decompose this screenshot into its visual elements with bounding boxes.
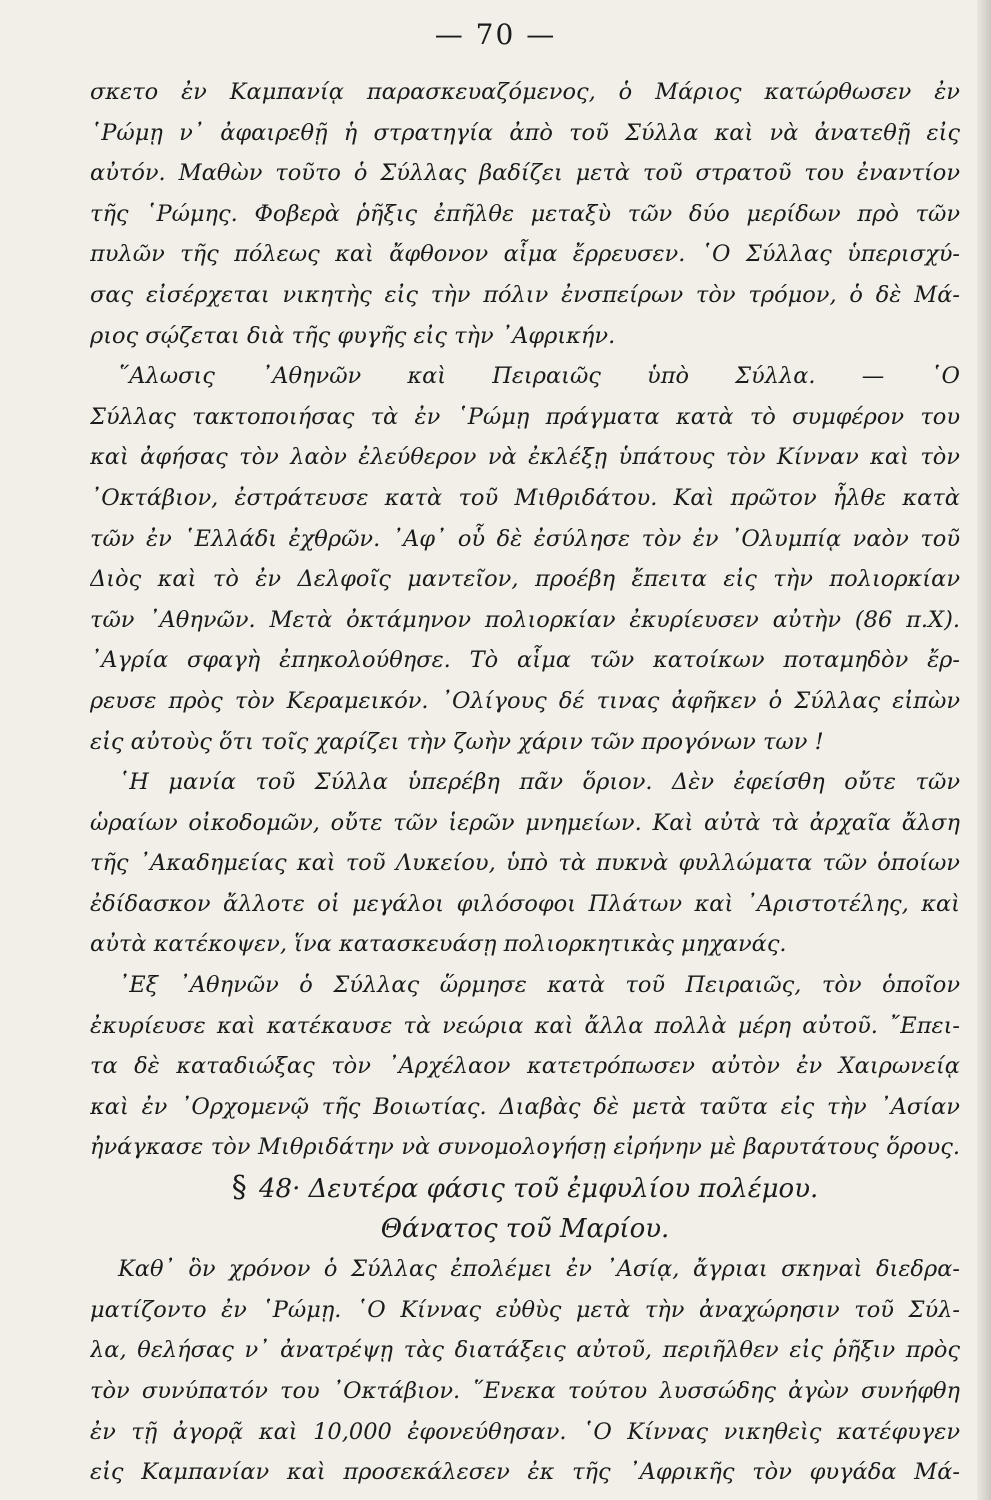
- text-line: καὶ ἐν ᾽Ορχομενῷ τῆς Βοιωτίας. Διαβὰς δὲ μετὰ ταῦτα εἰς τὴν ᾽Ασίαν: [90, 1093, 960, 1120]
- text-line: ῾Ρώμῃ ν᾽ ἀφαιρεθῇ ἡ στρατηγία ἀπὸ τοῦ Σύλλα καὶ νὰ ἀνατεθῇ εἰς: [90, 119, 960, 146]
- text-line: τῶν ᾽Αθηνῶν. Μετὰ ὀκτάμηνον πολιορκίαν ἐκυρίευσεν αὐτὴν (86 π.Χ).: [90, 606, 960, 633]
- text-line: αὐτὰ κατέκοψεν, ἵνα κατασκευάσῃ πολιορκητικὰς μηχανάς.: [90, 931, 787, 958]
- text-line: ριος σῴζεται διὰ τῆς φυγῆς εἰς τὴν ᾽Αφρικήν.: [90, 322, 616, 349]
- text-line: ὡραίων οἰκοδομῶν, οὔτε τῶν ἱερῶν μνημείων. Καὶ αὐτὰ τὰ ἀρχαῖα ἄλση: [90, 809, 960, 836]
- section-number: 48·: [258, 1174, 301, 1205]
- text-line: ρευσε πρὸς τὸν Κεραμεικόν. ᾽Ολίγους δέ τινας ἀφῆκεν ὁ Σύλλας εἰπὼν: [90, 687, 960, 714]
- text-line: αὐτόν. Μαθὼν τοῦτο ὁ Σύλλας βαδίζει μετὰ τοῦ στρατοῦ του ἐναντίον: [90, 160, 960, 187]
- text-line: ῾Η μανία τοῦ Σύλλα ὑπερέβη πᾶν ὅριον. Δὲν ἐφείσθη οὔτε τῶν: [118, 769, 960, 796]
- page-edge: [977, 0, 991, 1500]
- text-line: σας εἰσέρχεται νικητὴς εἰς τὴν πόλιν ἐνσπείρων τὸν τρόμον, ὁ δὲ Μά-: [90, 281, 960, 308]
- text-line: εἰς αὐτοὺς ὅτι τοῖς χαρίζει τὴν ζωὴν χάριν τῶν προγόνων των !: [90, 728, 824, 755]
- text-line: τα δὲ καταδιώξας τὸν ᾽Αρχέλαον κατετρόπωσεν αὐτὸν ἐν Χαιρωνείᾳ: [90, 1053, 960, 1080]
- text-line: ἐν τῇ ἀγορᾷ καὶ 10,000 ἐφονεύθησαν. ῾Ο Κίννας νικηθεὶς κατέφυγεν: [90, 1418, 960, 1445]
- section-title-line1: Δευτέρα φάσις τοῦ ἐμφυλίου πολέμου.: [308, 1174, 819, 1205]
- text-line: Σύλλας τακτοποιήσας τὰ ἐν ῾Ρώμῃ πράγματα κατὰ τὸ συμφέρον του: [90, 403, 960, 430]
- body-text: [90, 72, 960, 1493]
- section-heading-line2: [90, 1209, 960, 1250]
- text-line: ᾽Οκτάβιον, ἐστράτευσε κατὰ τοῦ Μιθριδάτου. Καὶ πρῶτον ἦλθε κατὰ: [90, 484, 960, 511]
- text-line: πυλῶν τῆς πόλεως καὶ ἄφθονον αἷμα ἔρρευσεν. ῾Ο Σύλλας ὑπερισχύ-: [90, 241, 960, 268]
- section-title-line2: Θάνατος τοῦ Μαρίου.: [380, 1213, 670, 1244]
- text-line: καὶ ἀφήσας τὸν λαὸν ἐλεύθερον νὰ ἐκλέξῃ ὑπάτους τὸν Κίνναν καὶ τὸν: [90, 444, 960, 471]
- text-line: ματίζοντο ἐν ῾Ρώμῃ. ῾Ο Κίννας εὐθὺς μετὰ τὴν ἀναχώρησιν τοῦ Σύλ-: [90, 1296, 960, 1323]
- text-line: σκετο ἐν Καμπανίᾳ παρασκευαζόμενος, ὁ Μάριος κατώρθωσεν ἐν: [90, 79, 960, 105]
- text-line: εἰς Καμπανίαν καὶ προσεκάλεσεν ἐκ τῆς ᾽Αφρικῆς τὸν φυγάδα Μά-: [90, 1459, 960, 1486]
- text-line: ἐδίδασκον ἄλλοτε οἱ μεγάλοι φιλόσοφοι Πλάτων καὶ ᾽Αριστοτέλης, καὶ: [90, 890, 960, 917]
- subheading-line: ῞Αλωσις ᾽Αθηνῶν καὶ Πειραιῶς ὑπὸ Σύλλα. — ῾Ο: [118, 363, 960, 390]
- text-line: ᾽Εξ ᾽Αθηνῶν ὁ Σύλλας ὥρμησε κατὰ τοῦ Πειραιῶς, τὸν ὁποῖον: [118, 972, 960, 999]
- section-heading: [90, 1168, 960, 1209]
- text-line: ἐκυρίευσε καὶ κατέκαυσε τὰ νεώρια καὶ ἄλλα πολλὰ μέρη αὐτοῦ. ῎Επει-: [90, 1012, 960, 1039]
- text-line: ἠνάγκασε τὸν Μιθριδάτην νὰ συνομολογήσῃ εἰρήνην μὲ βαρυτάτους ὅρους.: [90, 1134, 960, 1161]
- text-line: τὸν συνύπατόν του ᾽Οκτάβιον. ῞Ενεκα τούτου λυσσώδης ἀγὼν συνήφθη: [90, 1378, 960, 1404]
- text-line: Καθ᾽ ὃν χρόνον ὁ Σύλλας ἐπολέμει ἐν ᾽Ασίᾳ, ἄγριαι σκηναὶ διεδρα-: [118, 1256, 960, 1283]
- text-line: τῆς ῾Ρώμης. Φοβερὰ ῥῆξις ἐπῆλθε μεταξὺ τῶν δύο μερίδων πρὸ τῶν: [90, 200, 960, 227]
- page-number: — 70 —: [434, 18, 557, 51]
- text-line: ᾽Αγρία σφαγὴ ἐπηκολούθησε. Τὸ αἷμα τῶν κατοίκων ποταμηδὸν ἔρ-: [90, 647, 960, 674]
- section-symbol: §: [231, 1170, 247, 1206]
- text-line: τῆς ᾽Ακαδημείας καὶ τοῦ Λυκείου, ὑπὸ τὰ πυκνὰ φυλλώματα τῶν ὁποίων: [90, 850, 960, 877]
- text-line: Διὸς καὶ τὸ ἐν Δελφοῖς μαντεῖον, προέβη ἔπειτα εἰς τὴν πολιορκίαν: [90, 566, 960, 593]
- text-line: λα, θελήσας ν᾽ ἀνατρέψῃ τὰς διατάξεις αὐτοῦ, περιῆλθεν εἰς ῥῆξιν πρὸς: [90, 1337, 960, 1364]
- text-line: τῶν ἐν ῾Ελλάδι ἐχθρῶν. ᾽Αφ᾽ οὗ δὲ ἐσύλησε τὸν ἐν ᾽Ολυμπίᾳ ναὸν τοῦ: [90, 525, 960, 552]
